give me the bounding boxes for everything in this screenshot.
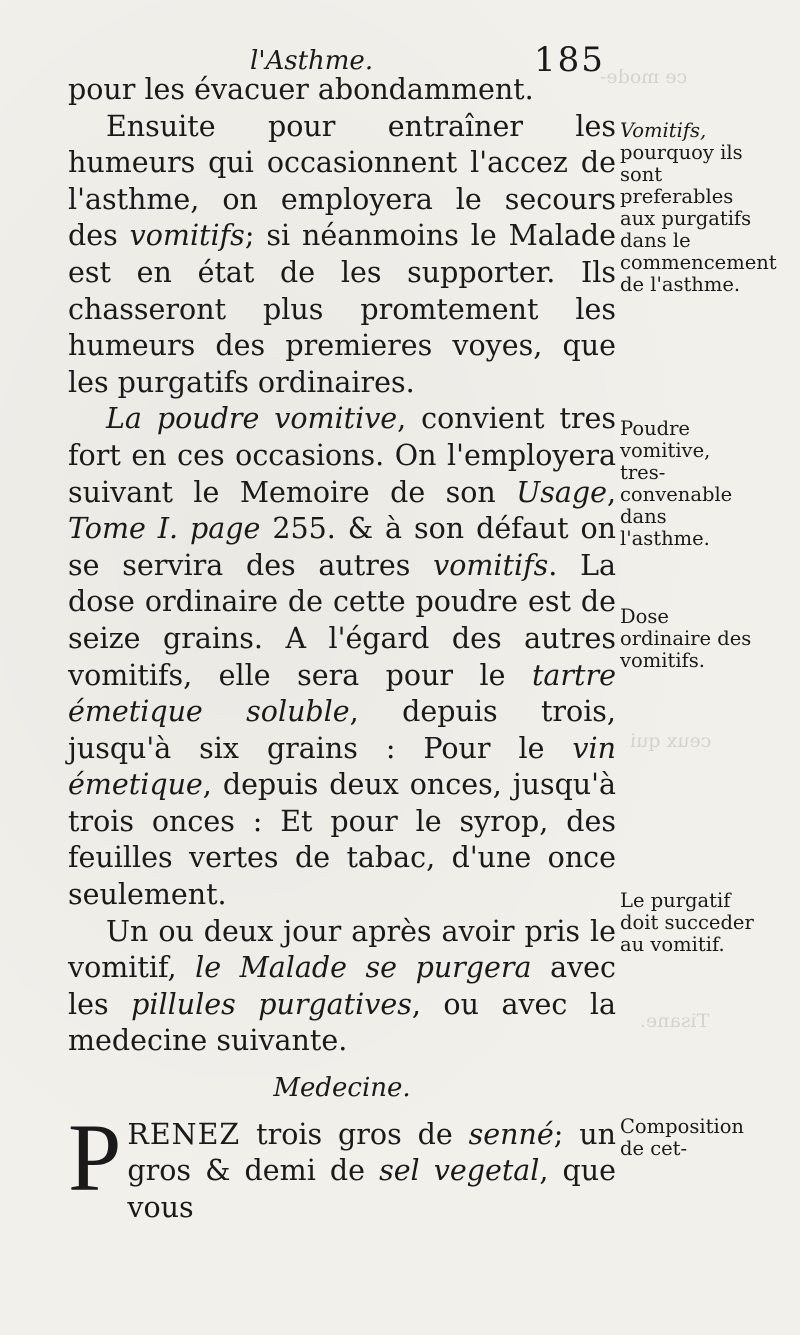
main-text — [68, 72, 616, 1226]
paragraph: pour les évacuer abondamment. — [68, 73, 534, 106]
margin-note: Vomitifs, pourquoy ils sont preferables aux purgatifs dans le commencement de l'asthme. — [620, 119, 777, 296]
margin-note: Dose ordinaire des vomitifs. — [620, 605, 752, 672]
running-head: l'Asthme. — [250, 46, 374, 76]
section-heading: Medecine. — [273, 1073, 411, 1104]
margin-note: Le purgatif doit succeder au vomitif. — [620, 889, 754, 956]
paragraph: Un ou deux jour après avoir pris le vomitif, le Malade se purgera avec les pillules purgatives, ou avec la medecine suivante. — [68, 914, 617, 1058]
show-through: ce mode- — [600, 66, 688, 88]
margin-note: Composition de cet- — [620, 1115, 744, 1160]
paragraph: PRENEZ trois gros de senné; un gros & demi de sel vegetal, que vous — [68, 1103, 616, 1224]
drop-cap: P — [68, 1103, 122, 1211]
paragraph: Ensuite pour entraîner les humeurs qui occasionnent l'accez de l'asthme, on employera le secours des vomitifs; si néanmoins le Malade est en état de les supporter. Ils chasseront plus promtement les humeurs des premieres voyes, que les purgatifs ordinaires. — [68, 109, 616, 399]
show-through: Tisane. — [640, 1010, 710, 1032]
page-number: 185 — [534, 40, 605, 80]
margin-note: Poudre vomitive, tres-convenable dans l'asthme. — [620, 417, 733, 550]
show-through: ceux qui — [630, 730, 712, 752]
paragraph: La poudre vomitive, convient tres fort en ces occasions. On l'employera suivant le Memoire de son Usage, Tome I. page 255. & à son défaut on se servira des autres vomitifs. La dose ordinaire de cette poudre est de seize grains. A l'égard des autres vomitifs, elle sera pour le tartre émetique soluble, depuis trois, jusqu'à six grains : Pour le vin émetique, depuis deux onces, jusqu'à trois onces : Et pour le syrop, des feuilles vertes de tabac, d'une once seulement. — [68, 402, 616, 912]
